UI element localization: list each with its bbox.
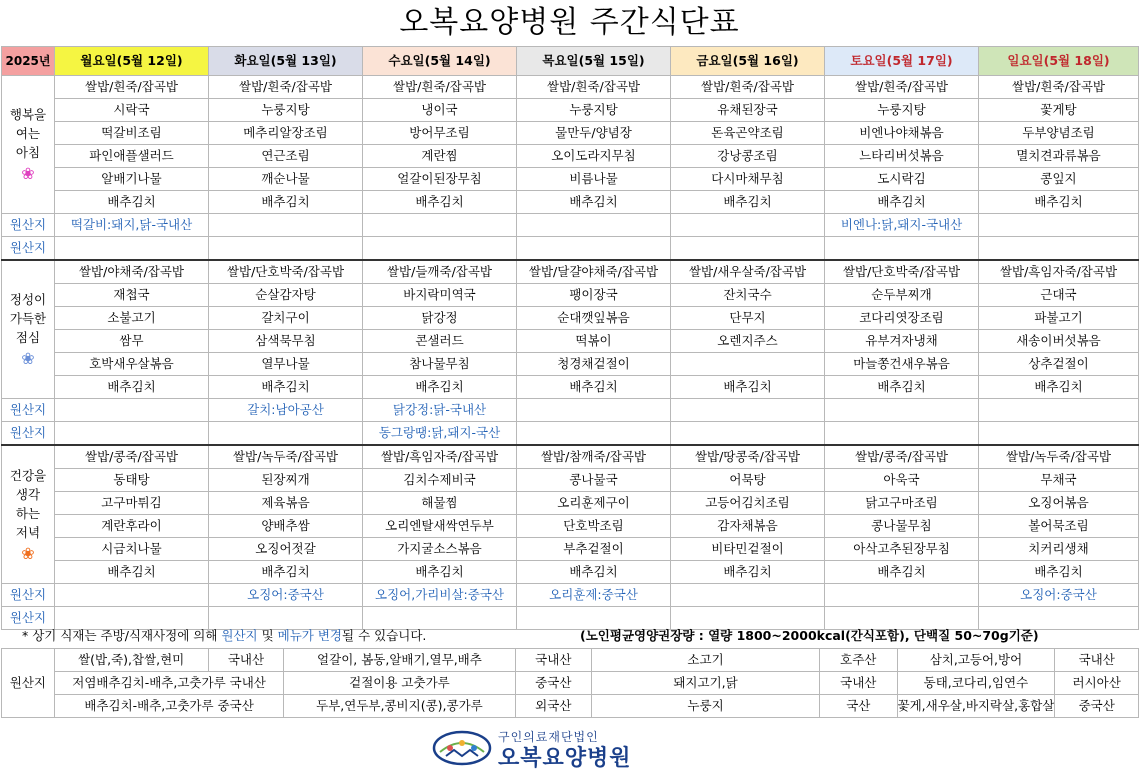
day-header: 목요일(5월 15일) <box>517 47 671 76</box>
menu-item: 파불고기 <box>979 307 1139 330</box>
meal-label-text: 건강을 생각 하는 저녁 <box>9 467 47 540</box>
day-header: 일요일(5월 18일) <box>979 47 1139 76</box>
menu-item: 배추김치 <box>363 191 517 214</box>
origin-note <box>979 214 1139 237</box>
origin-note: 오리훈제:중국산 <box>517 584 671 607</box>
menu-item: 마늘쫑건새우볶음 <box>825 353 979 376</box>
menu-item: 쌀밥/녹두죽/잡곡밥 <box>209 445 363 469</box>
menu-item: 쌀밥/흑임자죽/잡곡밥 <box>363 445 517 469</box>
menu-item: 도시락김 <box>825 168 979 191</box>
origin-note: 오징어:중국산 <box>209 584 363 607</box>
origin-note <box>209 422 363 446</box>
menu-item: 배추김치 <box>55 376 209 399</box>
origin-table-cell: 국내산 <box>208 649 284 672</box>
menu-item: 메추리알장조림 <box>209 122 363 145</box>
origin-label: 원산지 <box>2 214 55 237</box>
menu-item: 배추김치 <box>979 561 1139 584</box>
origin-note <box>979 422 1139 446</box>
menu-item: 쌈무 <box>55 330 209 353</box>
origin-note: 닭강정:닭-국내산 <box>363 399 517 422</box>
origin-note <box>671 214 825 237</box>
weekly-menu-table <box>1 46 1139 630</box>
origin-table-cell: 러시아산 <box>1055 672 1139 695</box>
menu-item: 떡갈비조림 <box>55 122 209 145</box>
hospital-footer <box>432 726 712 771</box>
menu-item: 시락국 <box>55 99 209 122</box>
origin-note: 갈치:남아공산 <box>209 399 363 422</box>
day-header: 화요일(5월 13일) <box>209 47 363 76</box>
menu-item: 배추김치 <box>209 561 363 584</box>
origin-table-cell: 쌀(밥,죽),찹쌀,현미 <box>54 649 208 672</box>
origin-note <box>671 584 825 607</box>
menu-item: 고등어김치조림 <box>671 492 825 515</box>
menu-item: 비름나물 <box>517 168 671 191</box>
origin-note <box>825 584 979 607</box>
menu-item: 콩잎지 <box>979 168 1139 191</box>
menu-item: 꽃게탕 <box>979 99 1139 122</box>
day-header: 수요일(5월 14일) <box>363 47 517 76</box>
origin-note <box>671 237 825 261</box>
origin-note: 오징어,가리비살:중국산 <box>363 584 517 607</box>
menu-item: 깨순나물 <box>209 168 363 191</box>
origin-note <box>979 399 1139 422</box>
menu-item: 볼어묵조림 <box>979 515 1139 538</box>
origin-label: 원산지 <box>2 237 55 261</box>
menu-item: 누룽지탕 <box>209 99 363 122</box>
pink-flower-icon: ❀ <box>21 164 35 183</box>
origin-note <box>825 237 979 261</box>
menu-item: 가지굴소스볶음 <box>363 538 517 561</box>
menu-item: 부추겉절이 <box>517 538 671 561</box>
meal-label-text: 행복을 여는 아침 <box>9 107 47 160</box>
meal-label-breakfast <box>2 76 55 214</box>
nutrition-note: (노인평균영양권장량 : 열량 1800~2000kcal(간식포함), 단백질 50~70g기준) <box>580 628 1039 643</box>
menu-item: 쌀밥/흰죽/잡곡밥 <box>979 76 1139 99</box>
menu-item: 바지락미역국 <box>363 284 517 307</box>
menu-item: 배추김치 <box>55 561 209 584</box>
menu-item: 파인애플샐러드 <box>55 145 209 168</box>
menu-item: 단호박조림 <box>517 515 671 538</box>
origin-label: 원산지 <box>2 399 55 422</box>
menu-item: 오렌지주스 <box>671 330 825 353</box>
origin-table-cell: 누룽지 <box>592 695 820 718</box>
menu-item: 다시마채무침 <box>671 168 825 191</box>
menu-item: 콩나물무침 <box>825 515 979 538</box>
menu-item: 배추김치 <box>979 376 1139 399</box>
origin-note <box>825 422 979 446</box>
menu-item: 물만두/양념장 <box>517 122 671 145</box>
menu-item: 호박새우살볶음 <box>55 353 209 376</box>
menu-item: 누룽지탕 <box>517 99 671 122</box>
origin-table-cell: 소고기 <box>592 649 820 672</box>
menu-item: 양배추쌈 <box>209 515 363 538</box>
menu-item: 오징어볶음 <box>979 492 1139 515</box>
menu-item: 해물찜 <box>363 492 517 515</box>
menu-item: 배추김치 <box>517 191 671 214</box>
origin-table-cell: 꽃게,새우살,바지락살,홍합살 <box>897 695 1055 718</box>
menu-item: 쌀밥/흰죽/잡곡밥 <box>825 76 979 99</box>
origin-table-cell: 국산 <box>820 695 898 718</box>
menu-item: 배추김치 <box>55 191 209 214</box>
menu-item: 시금치나물 <box>55 538 209 561</box>
menu-item: 오징어젓갈 <box>209 538 363 561</box>
menu-item: 열무나물 <box>209 353 363 376</box>
menu-item: 재첩국 <box>55 284 209 307</box>
menu-item: 유채된장국 <box>671 99 825 122</box>
menu-item: 유부겨자냉채 <box>825 330 979 353</box>
notice <box>0 624 1139 648</box>
menu-item: 쌀밥/새우살죽/잡곡밥 <box>671 260 825 284</box>
menu-item: 삼색묵무침 <box>209 330 363 353</box>
menu-item: 근대국 <box>979 284 1139 307</box>
menu-item: 배추김치 <box>517 376 671 399</box>
menu-item: 쌀밥/달걀야채죽/잡곡밥 <box>517 260 671 284</box>
menu-item: 배추김치 <box>363 561 517 584</box>
menu-item: 콘샐러드 <box>363 330 517 353</box>
origin-table-cell: 돼지고기,닭 <box>592 672 820 695</box>
meal-label-lunch <box>2 260 55 399</box>
menu-item: 참나물무침 <box>363 353 517 376</box>
hospital-name: 오복요양병원 <box>498 746 632 771</box>
menu-item: 잔치국수 <box>671 284 825 307</box>
origin-table-cell: 얼갈이, 봄동,알배기,열무,배추 <box>284 649 515 672</box>
year-cell: 2025년 <box>2 47 55 76</box>
menu-item: 쌀밥/들깨죽/잡곡밥 <box>363 260 517 284</box>
menu-item: 쌀밥/콩죽/잡곡밥 <box>825 445 979 469</box>
orange-flower-icon: ❀ <box>21 543 35 563</box>
menu-item: 쌀밥/콩죽/잡곡밥 <box>55 445 209 469</box>
origin-label: 원산지 <box>2 422 55 446</box>
origin-label: 원산지 <box>2 607 55 630</box>
menu-item: 새송이버섯볶음 <box>979 330 1139 353</box>
menu-item: 감자채볶음 <box>671 515 825 538</box>
origin-note <box>671 422 825 446</box>
menu-item: 김치수제비국 <box>363 469 517 492</box>
menu-item: 청경채겉절이 <box>517 353 671 376</box>
origin-table-label: 원산지 <box>2 649 55 718</box>
menu-item: 상추겉절이 <box>979 353 1139 376</box>
menu-item: 알배기나물 <box>55 168 209 191</box>
origin-note: 비엔나:닭,돼지-국내산 <box>825 214 979 237</box>
origin-note <box>55 237 209 261</box>
origin-table-cell: 국내산 <box>820 672 898 695</box>
menu-item: 쌀밥/땅콩죽/잡곡밥 <box>671 445 825 469</box>
menu-item: 오리엔탈새싹연두부 <box>363 515 517 538</box>
menu-item: 치커리생채 <box>979 538 1139 561</box>
day-header: 토요일(5월 17일) <box>825 47 979 76</box>
day-header: 월요일(5월 12일) <box>55 47 209 76</box>
origin-note: 떡갈비:돼지,닭-국내산 <box>55 214 209 237</box>
origin-note <box>363 237 517 261</box>
menu-item: 갈치구이 <box>209 307 363 330</box>
day-header: 금요일(5월 16일) <box>671 47 825 76</box>
meal-label-dinner <box>2 445 55 584</box>
menu-item <box>671 353 825 376</box>
menu-item: 비타민겉절이 <box>671 538 825 561</box>
hospital-logo-icon <box>432 728 492 766</box>
origin-note <box>671 399 825 422</box>
origin-note <box>517 422 671 446</box>
menu-item: 닭고구마조림 <box>825 492 979 515</box>
menu-item: 제육볶음 <box>209 492 363 515</box>
foundation-name: 구인의료재단법인 <box>498 730 599 744</box>
origin-table <box>1 648 1139 718</box>
menu-item: 쌀밥/흰죽/잡곡밥 <box>517 76 671 99</box>
origin-table-cell: 호주산 <box>820 649 898 672</box>
origin-note <box>517 214 671 237</box>
menu-item: 무채국 <box>979 469 1139 492</box>
origin-table-cell: 두부,연두부,콩비지(콩),콩가루 <box>284 695 515 718</box>
origin-note <box>209 237 363 261</box>
menu-item: 순살감자탕 <box>209 284 363 307</box>
origin-table-cell: 중국산 <box>515 672 592 695</box>
menu-item: 쌀밥/흰죽/잡곡밥 <box>55 76 209 99</box>
origin-note: 오징어:중국산 <box>979 584 1139 607</box>
menu-item: 비엔나야채볶음 <box>825 122 979 145</box>
menu-item: 배추김치 <box>825 376 979 399</box>
menu-item: 계란후라이 <box>55 515 209 538</box>
menu-item: 쌀밥/단호박죽/잡곡밥 <box>825 260 979 284</box>
origin-label: 원산지 <box>2 584 55 607</box>
menu-item: 배추김치 <box>825 191 979 214</box>
menu-item: 단무지 <box>671 307 825 330</box>
menu-item: 된장찌개 <box>209 469 363 492</box>
menu-item: 소불고기 <box>55 307 209 330</box>
menu-item: 배추김치 <box>363 376 517 399</box>
menu-item: 강낭콩조림 <box>671 145 825 168</box>
menu-item: 냉이국 <box>363 99 517 122</box>
menu-item: 멸치견과류볶음 <box>979 145 1139 168</box>
origin-note: 동그랑땡:닭,돼지-국산 <box>363 422 517 446</box>
menu-item: 쌀밥/흑임자죽/잡곡밥 <box>979 260 1139 284</box>
origin-note <box>825 399 979 422</box>
menu-item: 연근조림 <box>209 145 363 168</box>
menu-item: 배추김치 <box>209 376 363 399</box>
menu-item: 느타리버섯볶음 <box>825 145 979 168</box>
origin-note <box>363 214 517 237</box>
origin-note <box>55 399 209 422</box>
origin-table-cell: 저염배추김치-배추,고춧가루 국내산 <box>54 672 284 695</box>
origin-table-cell: 배추김치-배추,고춧가루 중국산 <box>54 695 284 718</box>
menu-item: 방어무조림 <box>363 122 517 145</box>
menu-item: 순두부찌개 <box>825 284 979 307</box>
meal-label-text: 정성이 가득한 점심 <box>9 292 47 345</box>
menu-item: 돈육곤약조림 <box>671 122 825 145</box>
origin-note <box>55 422 209 446</box>
origin-table-cell: 동태,코다리,임연수 <box>897 672 1055 695</box>
menu-item: 두부양념조림 <box>979 122 1139 145</box>
origin-table-cell: 국내산 <box>1055 649 1139 672</box>
menu-item: 떡볶이 <box>517 330 671 353</box>
menu-item: 배추김치 <box>671 561 825 584</box>
origin-table-cell: 중국산 <box>1055 695 1139 718</box>
origin-note <box>979 237 1139 261</box>
page-title: 오복요양병원 주간식단표 <box>399 5 740 40</box>
menu-item: 어묵탕 <box>671 469 825 492</box>
menu-item: 오리훈제구이 <box>517 492 671 515</box>
menu-item: 배추김치 <box>517 561 671 584</box>
menu-item: 계란찜 <box>363 145 517 168</box>
menu-item: 쌀밥/흰죽/잡곡밥 <box>671 76 825 99</box>
menu-item: 코다리엿장조림 <box>825 307 979 330</box>
menu-item: 팽이장국 <box>517 284 671 307</box>
origin-table-cell: 겉절이용 고춧가루 <box>284 672 515 695</box>
menu-item: 쌀밥/단호박죽/잡곡밥 <box>209 260 363 284</box>
menu-item: 배추김치 <box>671 376 825 399</box>
origin-table-cell: 외국산 <box>515 695 592 718</box>
menu-item: 아삭고추된장무침 <box>825 538 979 561</box>
menu-item: 고구마튀김 <box>55 492 209 515</box>
origin-note <box>55 584 209 607</box>
origin-note <box>517 237 671 261</box>
menu-item: 배추김치 <box>979 191 1139 214</box>
menu-item: 배추김치 <box>209 191 363 214</box>
menu-item: 쌀밥/녹두죽/잡곡밥 <box>979 445 1139 469</box>
menu-item: 순대깻잎볶음 <box>517 307 671 330</box>
menu-item: 동태탕 <box>55 469 209 492</box>
origin-table-cell: 삼치,고등어,방어 <box>897 649 1055 672</box>
menu-item: 배추김치 <box>671 191 825 214</box>
menu-item: 쌀밥/흰죽/잡곡밥 <box>209 76 363 99</box>
menu-item: 오이도라지무침 <box>517 145 671 168</box>
menu-item: 쌀밥/참깨죽/잡곡밥 <box>517 445 671 469</box>
menu-item: 닭강정 <box>363 307 517 330</box>
origin-note <box>209 214 363 237</box>
blue-flower-icon: ❀ <box>21 349 35 368</box>
menu-item: 쌀밥/흰죽/잡곡밥 <box>363 76 517 99</box>
menu-item: 콩나물국 <box>517 469 671 492</box>
menu-item: 쌀밥/야채죽/잡곡밥 <box>55 260 209 284</box>
menu-item: 얼갈이된장무침 <box>363 168 517 191</box>
menu-item: 누룽지탕 <box>825 99 979 122</box>
origin-note <box>517 399 671 422</box>
origin-table-cell: 국내산 <box>515 649 592 672</box>
menu-item: 아욱국 <box>825 469 979 492</box>
menu-item: 배추김치 <box>825 561 979 584</box>
notice-text: * 상기 식재는 주방/식재사정에 의해 원산지 및 메뉴가 변경될 수 있습니다. <box>22 628 427 643</box>
